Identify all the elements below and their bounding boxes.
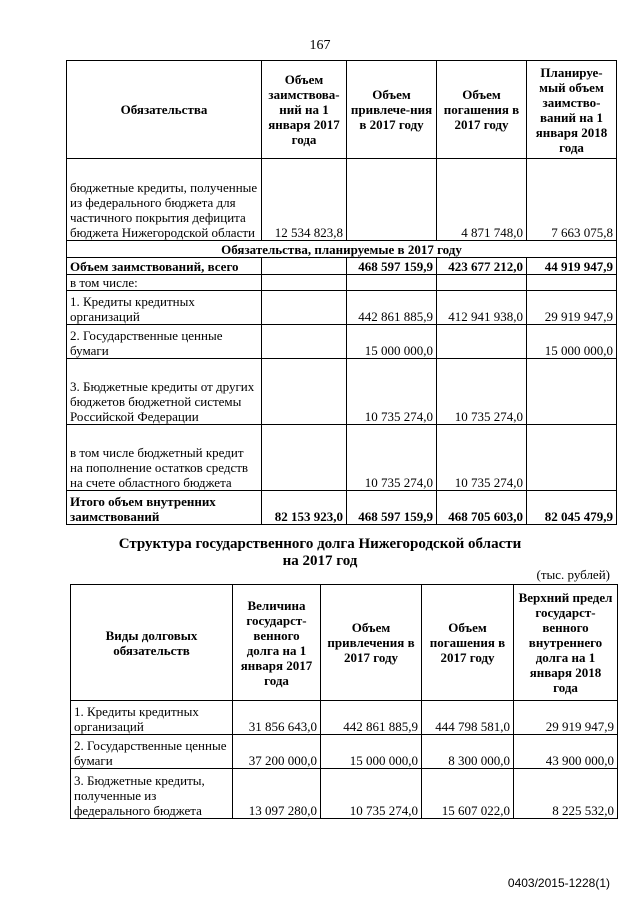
table-row: [67, 291, 617, 325]
cell-value: 82 153 923,0: [262, 491, 347, 525]
page-number: 167: [309, 38, 331, 53]
table-row: [67, 258, 617, 275]
row-label: бюджетные кредиты, полученные из федерального бюджета для частичного покрытия дефицита бюджета Нижегородской области: [67, 159, 262, 241]
cell-value: 10 735 274,0: [347, 425, 437, 491]
row-label: Объем заимствований, всего: [67, 258, 262, 275]
row-label: 3. Бюджетные кредиты, полученные из федерального бюджета: [71, 769, 233, 819]
table-row: [67, 275, 617, 291]
cell-value: [262, 359, 347, 425]
cell-value: [262, 258, 347, 275]
borrowings-table: [66, 60, 617, 525]
cell-value: 468 705 603,0: [437, 491, 527, 525]
cell-value: 442 861 885,9: [321, 701, 422, 735]
cell-value: [262, 325, 347, 359]
document-code: 0403/2015-1228(1): [507, 876, 610, 890]
cell-value: 423 677 212,0: [437, 258, 527, 275]
row-label: 2. Государственные ценные бумаги: [67, 325, 262, 359]
title-line: Структура государственного долга Нижегородской области: [118, 536, 522, 552]
unit-label: (тыс. рублей): [536, 567, 610, 582]
cell-value: 29 919 947,9: [527, 291, 617, 325]
cell-value: 12 534 823,8: [262, 159, 347, 241]
table-row: [67, 359, 617, 425]
row-label: в том числе:: [67, 275, 262, 291]
cell-value: 468 597 159,9: [347, 258, 437, 275]
cell-value: 15 000 000,0: [527, 325, 617, 359]
cell-value: 10 735 274,0: [437, 425, 527, 491]
row-label: 1. Кредиты кредитных организаций: [71, 701, 233, 735]
header-attraction: Объем привлечения в 2017 году: [321, 585, 422, 701]
table-row: [67, 325, 617, 359]
table-row: [71, 769, 618, 819]
cell-value: [437, 325, 527, 359]
row-label: в том числе бюджетный кредит на пополнение остатков средств на счете областного бюджета: [67, 425, 262, 491]
header-obligations: Обязательства: [67, 61, 262, 159]
header-debt-start: Величина государст-венного долга на 1 января 2017 года: [233, 585, 321, 701]
table-row: [71, 735, 618, 769]
cell-value: 8 300 000,0: [422, 735, 514, 769]
header-volume-start: Объем заимствова-ний на 1 января 2017 года: [262, 61, 347, 159]
table-header-row: [67, 61, 617, 159]
cell-value: [262, 425, 347, 491]
table-row: [67, 425, 617, 491]
header-planned-volume: Планируе-мый объем заимство-ваний на 1 января 2018 года: [527, 61, 617, 159]
table-row: [71, 701, 618, 735]
cell-value: 44 919 947,9: [527, 258, 617, 275]
cell-value: 7 663 075,8: [527, 159, 617, 241]
cell-value: 31 856 643,0: [233, 701, 321, 735]
section-row: [67, 241, 617, 258]
cell-value: 15 607 022,0: [422, 769, 514, 819]
row-label: 2. Государственные ценные бумаги: [71, 735, 233, 769]
cell-value: 468 597 159,9: [347, 491, 437, 525]
cell-value: [347, 159, 437, 241]
header-debt-types: Виды долговых обязательств: [71, 585, 233, 701]
cell-value: 37 200 000,0: [233, 735, 321, 769]
cell-value: 442 861 885,9: [347, 291, 437, 325]
header-repayment: Объем погашения в 2017 году: [437, 61, 527, 159]
cell-value: 15 000 000,0: [321, 735, 422, 769]
cell-value: 82 045 479,9: [527, 491, 617, 525]
cell-value: 10 735 274,0: [347, 359, 437, 425]
debt-structure-table: [70, 584, 618, 819]
cell-value: 13 097 280,0: [233, 769, 321, 819]
cell-value: 10 735 274,0: [321, 769, 422, 819]
table-header-row: [71, 585, 618, 701]
header-repayment: Объем погашения в 2017 году: [422, 585, 514, 701]
cell-value: [527, 425, 617, 491]
table-row: [67, 491, 617, 525]
cell-value: 412 941 938,0: [437, 291, 527, 325]
debt-structure-title: [0, 536, 640, 570]
row-label: 3. Бюджетные кредиты от других бюджетов бюджетной системы Российской Федерации: [67, 359, 262, 425]
row-label: 1. Кредиты кредитных организаций: [67, 291, 262, 325]
cell-value: [262, 291, 347, 325]
cell-value: 4 871 748,0: [437, 159, 527, 241]
header-attraction: Объем привлече-ния в 2017 году: [347, 61, 437, 159]
cell-value: 8 225 532,0: [514, 769, 618, 819]
cell-value: 15 000 000,0: [347, 325, 437, 359]
cell-value: [527, 359, 617, 425]
cell-value: 29 919 947,9: [514, 701, 618, 735]
header-upper-limit: Верхний предел государст-венного внутреннего долга на 1 января 2018 года: [514, 585, 618, 701]
section-title: Обязательства, планируемые в 2017 году: [67, 241, 617, 258]
row-label: Итого объем внутренних заимствований: [67, 491, 262, 525]
cell-value: 10 735 274,0: [437, 359, 527, 425]
title-line: на 2017 год: [282, 553, 358, 569]
cell-value: 43 900 000,0: [514, 735, 618, 769]
table-row: [67, 159, 617, 241]
cell-value: 444 798 581,0: [422, 701, 514, 735]
